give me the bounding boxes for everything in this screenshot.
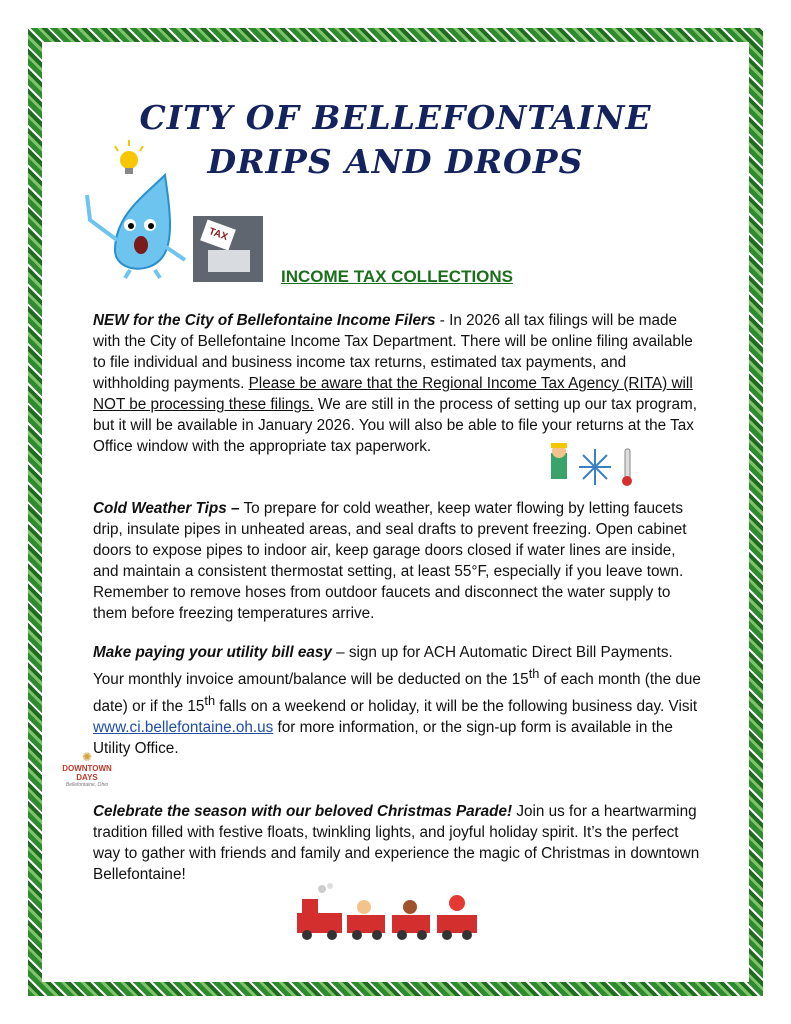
income-tax-text-2: We are still in the process of setting up our tax program, but it will be available in January 2026. You will also be able to file your returns at the Tax Office window with the appropriate tax paperwork. bbox=[93, 396, 697, 455]
logo-line-2: DAYS bbox=[76, 773, 98, 782]
city-website-link[interactable]: www.ci.bellefontaine.oh.us bbox=[93, 719, 274, 737]
income-tax-paragraph bbox=[93, 310, 703, 457]
logo-line-1: DOWNTOWN bbox=[62, 764, 112, 773]
sup: th bbox=[528, 666, 540, 681]
christmas-train-icon bbox=[292, 883, 487, 945]
utility-lead: Make paying your utility bill easy bbox=[93, 644, 332, 661]
utility-text: – sign up for ACH Automatic Direct Bill Payments. Your monthly invoice amount/balance will be deducted on the 15 bbox=[93, 644, 673, 689]
utility-paragraph bbox=[93, 642, 703, 759]
income-tax-lead: NEW for the City of Bellefontaine Income Filers bbox=[93, 312, 436, 329]
logo-script: Bellefontaine, Ohio bbox=[65, 782, 109, 788]
utility-text: of each month (the due date) or if the 15 bbox=[93, 671, 701, 716]
title-line-2: DRIPS AND DROPS bbox=[207, 142, 584, 181]
cold-weather-text: To prepare for cold weather, keep water flowing by letting faucets drip, insulate pipes in unheated areas, and seal drafts to prevent freezing. Open cabinet doors to expose pipes to indoor air, keep garage doors closed if water lines are inside, and maintain a consistent thermostat setting, at least 55°F, especially if you leave town. Remember to remove hoses from outdoor faucets and disconnect the water supply to them before freezing temperatures arrive. bbox=[93, 500, 687, 622]
parade-paragraph bbox=[93, 801, 703, 885]
income-tax-text: - In 2026 all tax filings will be made with the City of Bellefontaine Income Tax Department. There will be online filing available to file individual and business income tax returns, estimated tax payments, and withholding payments. bbox=[93, 312, 693, 392]
title-line-1: CITY OF BELLEFONTAINE bbox=[139, 98, 652, 137]
parade-lead: Celebrate the season with our beloved Christmas Parade! bbox=[93, 803, 513, 820]
cold-weather-paragraph bbox=[93, 498, 703, 624]
water-drop-mascot-icon bbox=[75, 140, 190, 280]
tax-icon bbox=[193, 216, 263, 282]
income-tax-heading: INCOME TAX COLLECTIONS bbox=[281, 267, 514, 286]
cold-weather-lead: Cold Weather Tips – bbox=[93, 500, 240, 517]
rita-notice: Please be aware that the Regional Income Tax Agency (RITA) will NOT be processing these filings. bbox=[93, 375, 693, 413]
utility-text: falls on a weekend or holiday, it will be the following business day. Visit bbox=[215, 698, 698, 716]
downtown-days-logo: ✺ DOWNTOWN DAYS Bellefontaine, Ohio bbox=[58, 750, 116, 788]
sup: th bbox=[204, 693, 216, 709]
tax-label: TAX bbox=[200, 220, 236, 251]
parade-text: Join us for a heartwarming tradition filled with festive floats, twinkling lights, and joyful holiday spirit. It’s the perfect way to gather with friends and family and experience the magic of Christmas in downtown Bellefontaine! bbox=[93, 803, 700, 883]
utility-text: for more information, or the sign-up form is available in the Utility Office. bbox=[93, 719, 673, 758]
winter-icons bbox=[545, 443, 645, 491]
